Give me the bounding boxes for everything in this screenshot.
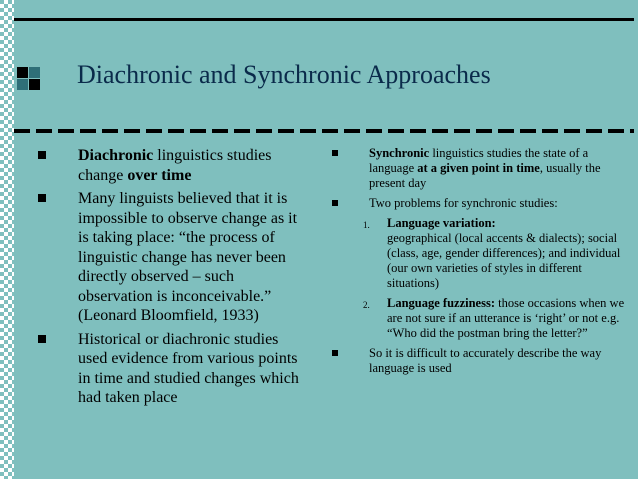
slide-title: Diachronic and Synchronic Approaches bbox=[77, 60, 491, 89]
text: Historical or diachronic studies used evidence from various points in time and studied changes which had taken place bbox=[78, 330, 299, 406]
number: 1. bbox=[363, 220, 370, 230]
right-column bbox=[330, 146, 630, 381]
title-square-icon bbox=[17, 67, 40, 90]
text: geographical (local accents & dialects); social (class, age, gender differences); and individual (our own varieties of styles in different situations) bbox=[387, 231, 621, 290]
square-bullet-icon bbox=[38, 335, 46, 343]
left-bullet-2 bbox=[38, 189, 308, 326]
term-synchronic: Synchronic bbox=[369, 146, 430, 160]
dashed-divider bbox=[14, 129, 634, 133]
emphasis: over time bbox=[127, 166, 192, 184]
sub-item-1 bbox=[330, 216, 630, 291]
right-bullet-2 bbox=[330, 196, 630, 211]
left-bullet-3 bbox=[38, 330, 308, 408]
square-bullet-icon bbox=[38, 151, 46, 159]
text: So it is difficult to accurately describe the way language is used bbox=[369, 346, 602, 375]
sub-heading: Language fuzziness: bbox=[387, 296, 495, 310]
right-bullet-3 bbox=[330, 346, 630, 376]
sub-heading: Language variation: bbox=[387, 216, 496, 230]
term-diachronic: Diachronic bbox=[78, 147, 154, 164]
emphasis: at a given point in time bbox=[417, 161, 540, 175]
number: 2. bbox=[363, 300, 370, 310]
left-column bbox=[38, 146, 308, 412]
text: linguistics studies change bbox=[78, 147, 272, 184]
text: Many linguists believed that it is impossible to observe change as it is taking place: “the process of linguistic change has never been directly observed – such observation is inconceivable.” (Leonard Bloomfield, 1933) bbox=[78, 190, 298, 324]
square-bullet-icon bbox=[332, 350, 338, 356]
square-bullet-icon bbox=[332, 200, 338, 206]
top-rule bbox=[14, 18, 634, 21]
text: Two problems for synchronic studies: bbox=[369, 196, 558, 210]
checker-strip bbox=[0, 0, 14, 479]
text: those occasions when we are not sure if an utterance is ‘right’ or not e.g. “Who did the postman bring the letter?” bbox=[387, 296, 625, 340]
sub-item-2 bbox=[330, 296, 630, 341]
square-bullet-icon bbox=[332, 150, 338, 156]
text: , usually the present day bbox=[369, 161, 601, 190]
square-bullet-icon bbox=[38, 194, 46, 202]
text: linguistics studies the state of a language bbox=[369, 146, 589, 175]
left-bullet-1 bbox=[38, 146, 308, 185]
right-bullet-1 bbox=[330, 146, 630, 191]
